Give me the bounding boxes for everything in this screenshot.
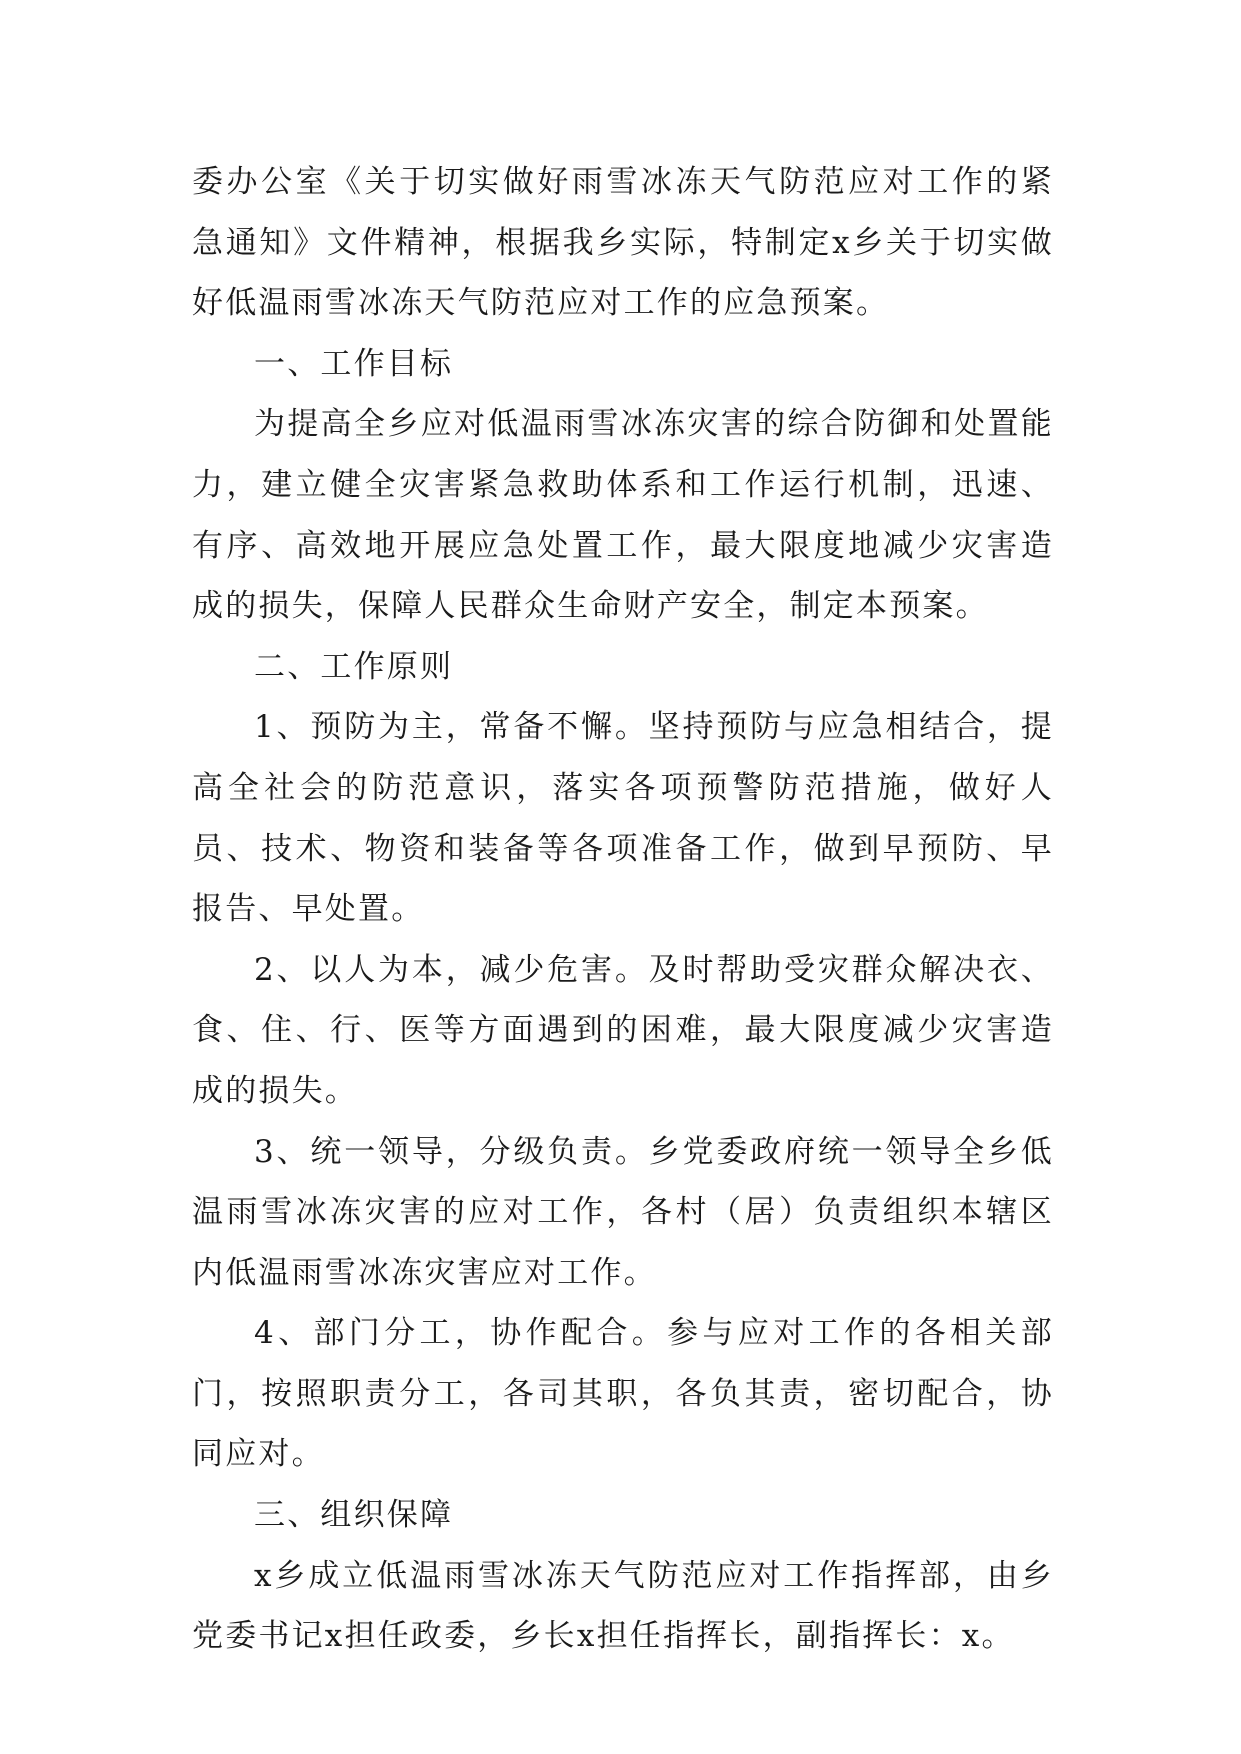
paragraph-principle-3: 3、统一领导，分级负责。乡党委政府统一领导全乡低温雨雪冰冻灾害的应对工作，各村（居）负责组织本辖区内低温雨雪冰冻灾害应对工作。 bbox=[192, 1133, 1054, 1291]
document-body bbox=[192, 152, 1054, 1667]
paragraph-goals: 为提高全乡应对低温雨雪冰冻灾害的综合防御和处置能力，建立健全灾害紧急救助体系和工作运行机制，迅速、有序、高效地开展应急处置工作，最大限度地减少灾害造成的损失，保障人民群众生命财产安全，制定本预案。 bbox=[192, 406, 1054, 625]
section-heading-principles: 二、工作原则 bbox=[254, 648, 454, 685]
paragraph-organization: x乡成立低温雨雪冰冻天气防范应对工作指挥部，由乡党委书记x担任政委，乡长x担任指挥长，副指挥长：x。 bbox=[192, 1557, 1054, 1655]
paragraph-continuation: 委办公室《关于切实做好雨雪冰冻天气防范应对工作的紧急通知》文件精神，根据我乡实际，特制定x乡关于切实做好低温雨雪冰冻天气防范应对工作的应急预案。 bbox=[192, 164, 1054, 322]
paragraph-principle-1: 1、预防为主，常备不懈。坚持预防与应急相结合，提高全社会的防范意识，落实各项预警防范措施，做好人员、技术、物资和装备等各项准备工作，做到早预防、早报告、早处置。 bbox=[192, 709, 1054, 928]
paragraph-principle-4: 4、部门分工，协作配合。参与应对工作的各相关部门，按照职责分工，各司其职，各负其责，密切配合，协同应对。 bbox=[192, 1315, 1054, 1473]
section-heading-goals: 一、工作目标 bbox=[254, 345, 454, 382]
section-heading-organization: 三、组织保障 bbox=[254, 1497, 454, 1534]
paragraph-principle-2: 2、以人为本，减少危害。及时帮助受灾群众解决衣、食、住、行、医等方面遇到的困难，最大限度减少灾害造成的损失。 bbox=[192, 951, 1054, 1109]
